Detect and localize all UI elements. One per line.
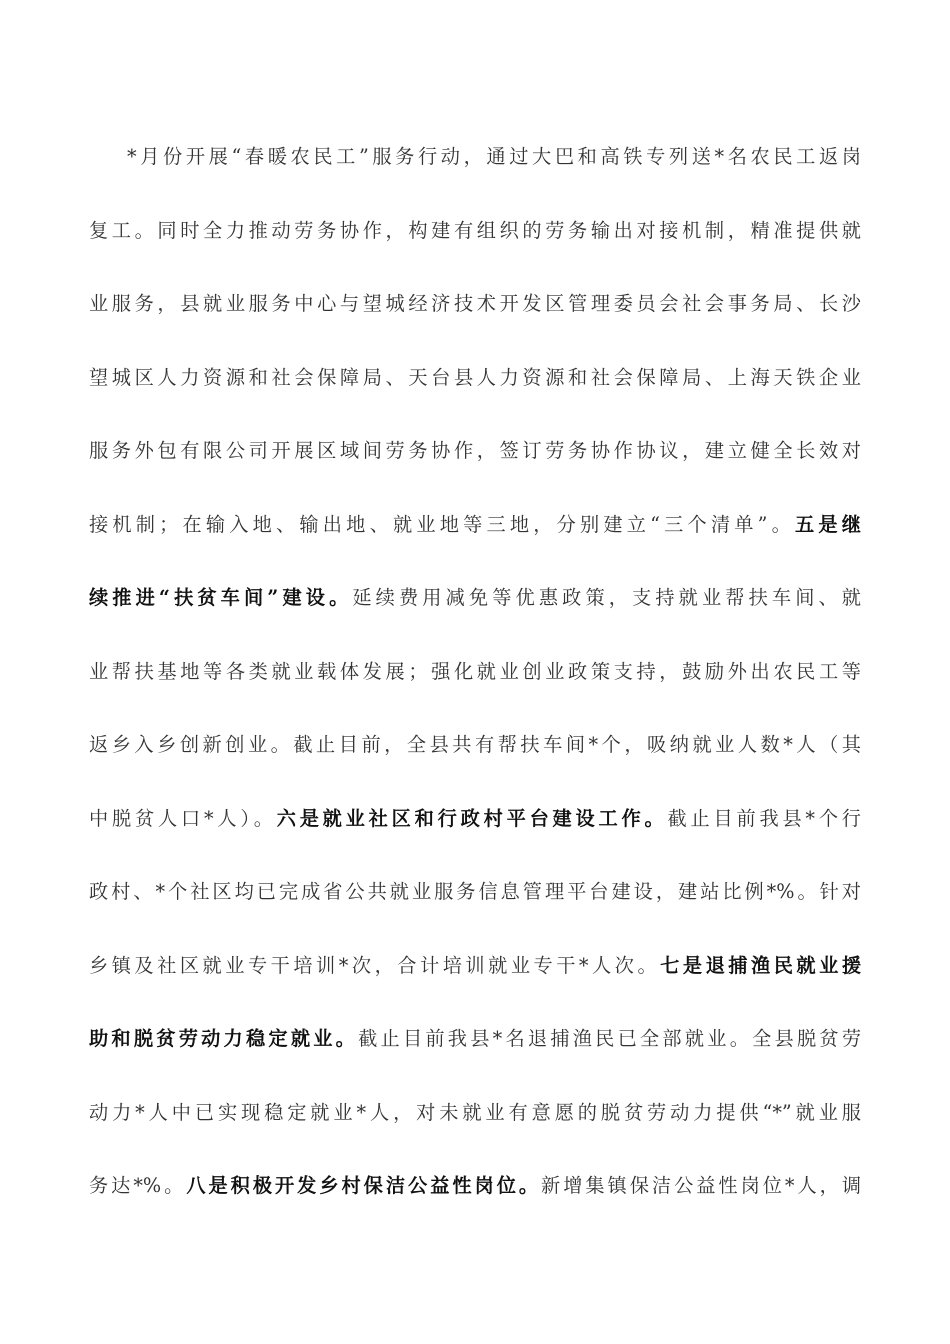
text-line — [89, 720, 861, 769]
text-line — [89, 1088, 861, 1137]
text-line — [89, 941, 861, 990]
text-line — [89, 794, 861, 843]
text-line — [89, 279, 861, 328]
body-text: *月份开展“春暖农民工”服务行动，通过大巴和高铁专列送*名农民工返岗 — [127, 145, 861, 168]
body-text: 动力*人中已实现稳定就业*人，对未就业有意愿的脱贫劳动力提供“*”就业服 — [89, 1100, 861, 1124]
body-text: 返乡入乡创新创业。截止目前，全县共有帮扶车间*个，吸纳就业人数*人（其 — [89, 733, 861, 756]
body-text: 业服务，县就业服务中心与望城经济技术开发区管理委员会社会事务局、长沙 — [89, 292, 861, 315]
body-text: 接机制；在输入地、输出地、就业地等三地，分别建立“三个清单”。 — [89, 512, 796, 536]
body-text: 延续费用减免等优惠政策，支持就业帮扶车间、就 — [352, 586, 861, 609]
bold-heading-text: 七是退捕渔民就业援 — [660, 953, 862, 977]
body-text: 新增集镇保洁公益性岗位*人，调 — [541, 1174, 862, 1197]
body-text: 截止目前我县*名退捕渔民已全部就业。全县脱贫劳 — [358, 1027, 862, 1050]
body-text: 复工。同时全力推动劳务协作，构建有组织的劳务输出对接机制，精准提供就 — [89, 218, 861, 242]
text-line — [89, 867, 861, 916]
text-line — [89, 500, 861, 549]
text-line — [89, 353, 861, 402]
text-line — [89, 206, 861, 255]
text-line — [89, 647, 861, 696]
body-text: 截止目前我县*个行 — [667, 806, 861, 830]
text-line — [89, 132, 861, 181]
bold-heading-text: 助和脱贫劳动力稳定就业。 — [89, 1027, 359, 1050]
bold-heading-text: 八是积极开发乡村保洁公益性岗位。 — [186, 1174, 542, 1197]
bold-heading-text: 五是继 — [795, 512, 861, 536]
bold-heading-text: 续推进“扶贫车间”建设。 — [89, 586, 353, 609]
document-page — [89, 132, 861, 1210]
body-text: 望城区人力资源和社会保障局、天台县人力资源和社会保障局、上海天铁企业 — [89, 365, 861, 389]
text-line — [89, 1161, 861, 1210]
body-text: 服务外包有限公司开展区域间劳务协作，签订劳务协作协议，建立健全长效对 — [89, 439, 861, 462]
text-line — [89, 426, 861, 475]
body-text: 业帮扶基地等各类就业载体发展；强化就业创业政策支持，鼓励外出农民工等 — [89, 659, 861, 683]
body-text: 乡镇及社区就业专干培训*次，合计培训就业专干*人次。 — [89, 953, 661, 977]
body-text: 中脱贫人口*人）。 — [89, 806, 277, 830]
body-text: 务达*%。 — [89, 1174, 187, 1197]
body-text: 政村、*个社区均已完成省公共就业服务信息管理平台建设，建站比例*%。针对 — [89, 880, 861, 903]
text-line — [89, 1014, 861, 1063]
bold-heading-text: 六是就业社区和行政村平台建设工作。 — [276, 806, 668, 830]
text-line — [89, 573, 861, 622]
